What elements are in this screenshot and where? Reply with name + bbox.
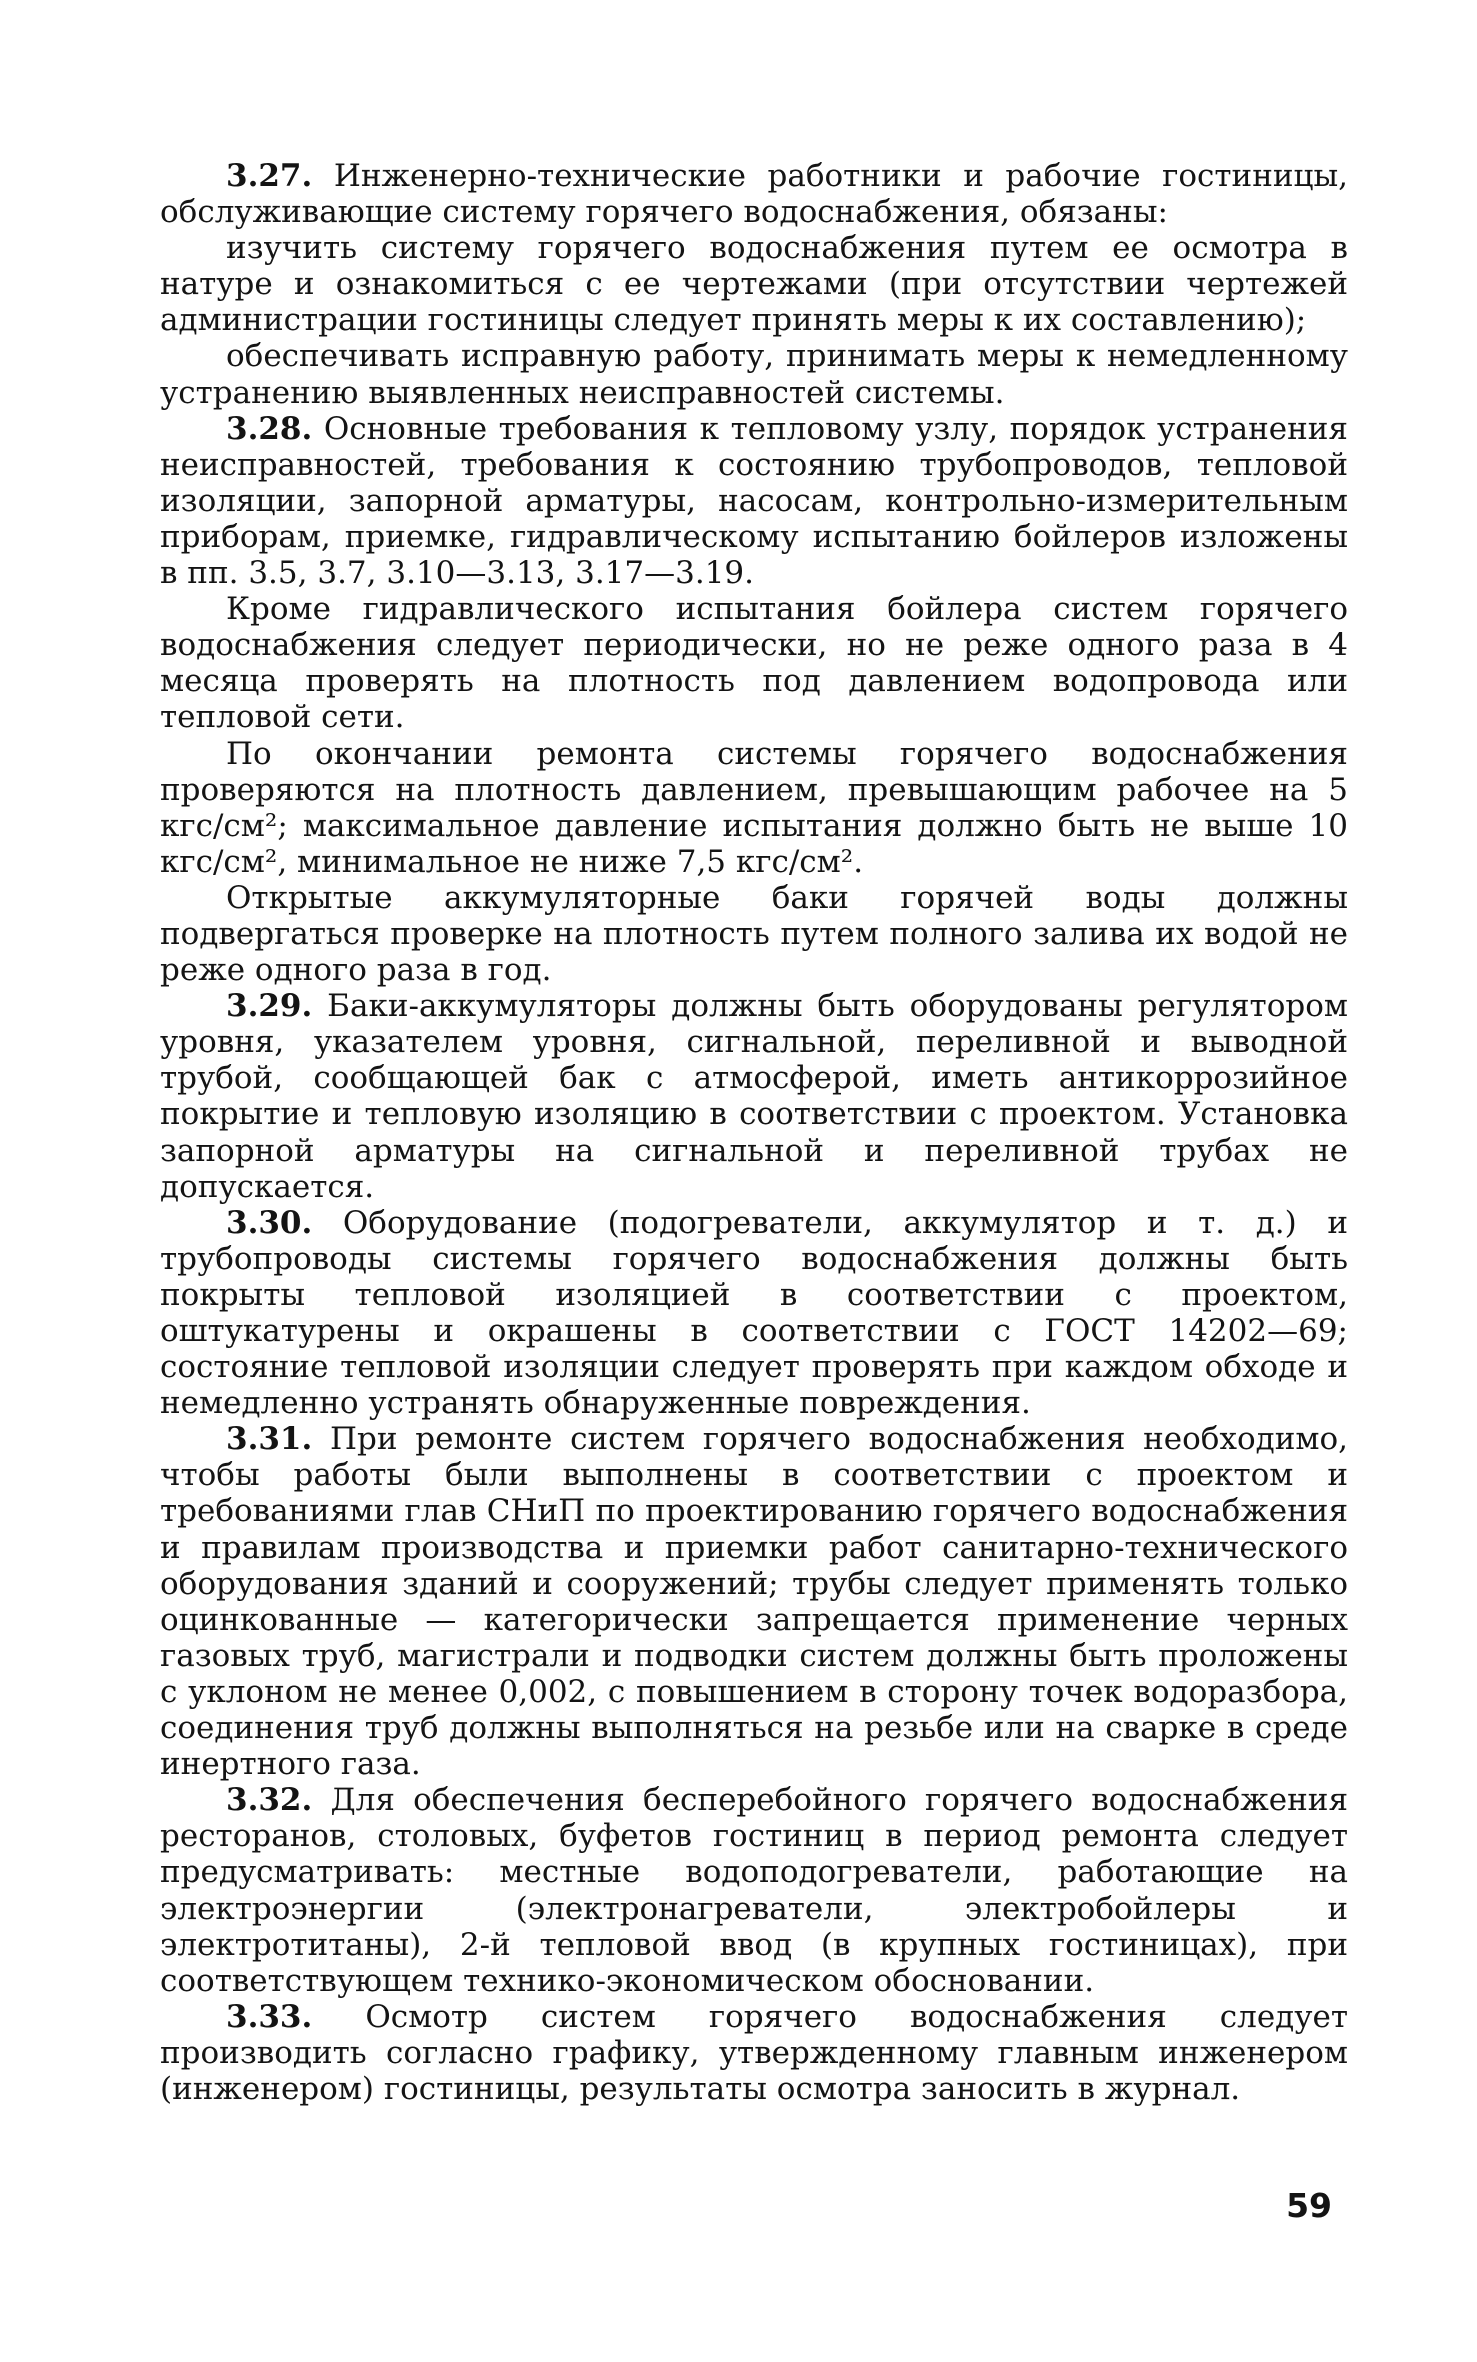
page-number: 59	[1286, 2186, 1332, 2225]
section-number: 3.32.	[226, 1782, 313, 1819]
paragraph-3-30	[160, 1205, 1348, 1422]
paragraph-3-28-tanks	[160, 880, 1348, 988]
paragraph-text: Основные требования к тепловому узлу, порядок устранения неисправностей, требования к состоянию трубопроводов, тепловой изоляции, запорной арматуры, насосам, контрольно-измерительным приборам, приемке, гидравлическому испытанию бойлеров изложены в пп. 3.5, 3.7, 3.10—3.13, 3.17—3.19.	[160, 410, 1348, 592]
paragraph-3-28	[160, 411, 1348, 591]
paragraph-3-27-item-2	[160, 338, 1348, 410]
paragraph-text: Кроме гидравлического испытания бойлера систем горячего водоснабжения следует периодически, но не реже одного раза в 4 месяца проверять на плотность под давлением водопровода или тепловой сети.	[160, 591, 1348, 736]
paragraph-3-28-pressure	[160, 736, 1348, 880]
paragraph-3-27	[160, 158, 1348, 230]
page-body	[160, 158, 1348, 2107]
paragraph-text: Открытые аккумуляторные баки горячей воды должны подвергаться проверке на плотность путем полного залива их водой не реже одного раза в год.	[160, 879, 1348, 989]
paragraph-3-29	[160, 988, 1348, 1205]
paragraph-3-27-item-1	[160, 230, 1348, 338]
paragraph-text: При ремонте систем горячего водоснабжения необходимо, чтобы работы были выполнены в соответствии с проектом и требованиями глав СНиП по проектированию горячего водоснабжения и правилам производства и приемки работ санитарно-технического оборудования зданий и сооружений; трубы следует применять только оцинкованные — категорически запрещается применение черных газовых труб, магистрали и подводки систем должны быть проложены с уклоном не менее 0,002, с повышением в сторону точек водоразбора, соединения труб должны выполняться на резьбе или на сварке в среде инертного газа.	[160, 1421, 1348, 1783]
paragraph-3-32	[160, 1782, 1348, 1999]
section-number: 3.28.	[226, 410, 313, 447]
paragraph-3-28-boiler-test	[160, 591, 1348, 735]
paragraph-3-33	[160, 1999, 1348, 2107]
section-number: 3.30.	[226, 1204, 313, 1241]
paragraph-text: Баки-аккумуляторы должны быть оборудованы регулятором уровня, указателем уровня, сигнальной, переливной и выводной трубой, сообщающей бак с атмосферой, иметь антикоррозийное покрытие и тепловую изоляцию в соответствии с проектом. Установка запорной арматуры на сигнальной и переливной трубах не допускается.	[160, 988, 1348, 1205]
section-number: 3.33.	[226, 1998, 313, 2035]
paragraph-text: Инженерно-технические работники и рабочие гостиницы, обслуживающие систему горячего водоснабжения, обязаны:	[160, 158, 1348, 231]
section-number: 3.29.	[226, 988, 313, 1025]
paragraph-text: изучить систему горячего водоснабжения путем ее осмотра в натуре и ознакомиться с ее чертежами (при отсутствии чертежей администрации гостиницы следует принять меры к их составлению);	[160, 230, 1348, 339]
section-number: 3.27.	[226, 158, 313, 194]
section-number: 3.31.	[226, 1421, 313, 1458]
paragraph-3-31	[160, 1421, 1348, 1782]
paragraph-text: Оборудование (подогреватели, аккумулятор и т. д.) и трубопроводы системы горячего водоснабжения должны быть покрыты тепловой изоляцией в соответствии с проектом, оштукатурены и окрашены в соответствии с ГОСТ 14202—69; состояние тепловой изоляции следует проверять при каждом обходе и немедленно устранять обнаруженные повреждения.	[160, 1204, 1348, 1422]
paragraph-text: обеспечивать исправную работу, принимать меры к немедленному устранению выявленных неисправностей системы.	[160, 338, 1348, 411]
paragraph-text: По окончании ремонта системы горячего водоснабжения проверяются на плотность давлением, превышающим рабочее на 5 кгс/см²; максимальное давление испытания должно быть не выше 10 кгс/см², минимальное не ниже 7,5 кгс/см².	[160, 735, 1348, 880]
paragraph-text: Осмотр систем горячего водоснабжения следует производить согласно графику, утвержденному главным инженером (инженером) гостиницы, результаты осмотра заносить в журнал.	[160, 1998, 1348, 2107]
paragraph-text: Для обеспечения бесперебойного горячего водоснабжения ресторанов, столовых, буфетов гостиниц в период ремонта следует предусматривать: местные водоподогреватели, работающие на электроэнергии (электронагреватели, электробойлеры и электротитаны), 2-й тепловой ввод (в крупных гостиницах), при соответствующем технико-экономическом обосновании.	[160, 1782, 1348, 1999]
